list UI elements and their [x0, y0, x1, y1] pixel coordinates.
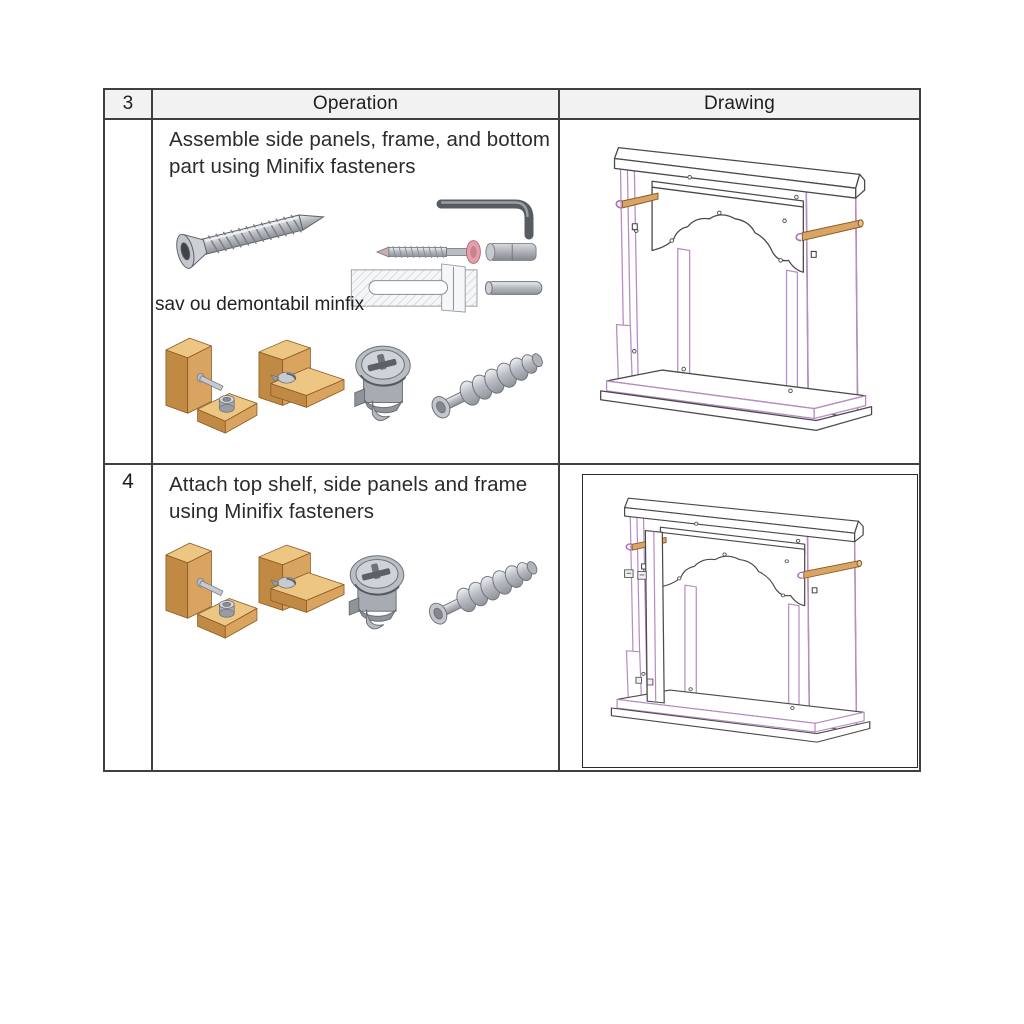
operation-text-step-4: Attach top shelf, side panels and frame using Minifix fasteners	[169, 473, 528, 524]
column-divider-1	[151, 90, 153, 770]
header-step-number: 3	[122, 93, 134, 114]
wood-joint-blocks-illustration-step-4	[160, 535, 348, 662]
wood-joint-blocks-illustration-step-3	[160, 330, 348, 457]
metal-pin	[485, 282, 541, 295]
confirmat-screw-illustration	[160, 188, 346, 280]
hex-key-illustration	[435, 193, 539, 241]
minifix-cross-section-illustration	[349, 261, 551, 315]
row-divider	[105, 463, 919, 465]
cam-lock-illustration-step-4	[343, 550, 411, 638]
screw-shaft	[201, 208, 326, 257]
dowel-illustration-step-3	[421, 346, 553, 424]
barrel-nut	[486, 244, 536, 261]
header-drawing: Drawing	[703, 93, 776, 114]
screw-tip	[299, 209, 325, 230]
header-operation: Operation	[312, 93, 399, 114]
cam-lock-illustration-step-3	[349, 340, 417, 430]
mantel-drawing-step-4	[585, 476, 915, 766]
instruction-table	[103, 88, 921, 772]
operation-text-step-3: Assemble side panels, frame, and bottom part using Minifix fasteners	[169, 128, 551, 179]
mantel-drawing-step-3	[573, 120, 919, 460]
column-divider-2	[558, 90, 560, 770]
caption-minifix: sav ou demontabil minfix	[155, 294, 365, 315]
screw-head	[174, 230, 210, 271]
step-number-4: 4	[122, 470, 134, 493]
dowel-illustration-step-4	[417, 554, 549, 630]
